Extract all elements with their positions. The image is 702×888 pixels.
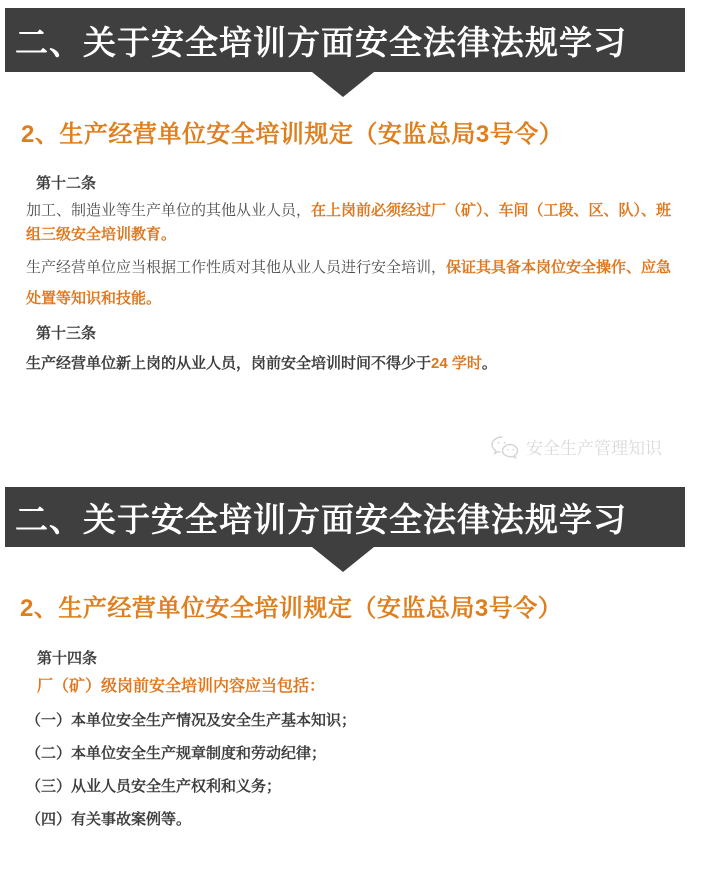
list-item-3: （三）从业人员安全生产权利和义务； <box>26 778 282 795</box>
slide2-banner-title: 二、关于安全培训方面安全法律法规学习 <box>15 500 627 538</box>
article-12-label: 第十二条 <box>36 175 97 192</box>
list-item-4: （四）有关事故案例等。 <box>26 811 192 828</box>
watermark-label: 安全生产管理知识 <box>526 439 662 458</box>
article-13-paragraph: 生产经营单位新上岗的从业人员，岗前安全培训时间不得少于24 学时。 <box>26 355 497 372</box>
list-item-1: （一）本单位安全生产情况及安全生产基本知识； <box>26 712 357 729</box>
article-12-paragraph-1: 加工、制造业等生产单位的其他从业人员，在上岗前必须经过厂（矿）、车间（工段、区、队）、班组三级安全培训教育。 <box>26 202 672 243</box>
slide1-banner-title: 二、关于安全培训方面安全法律法规学习 <box>15 23 627 61</box>
slide2-section-heading: 2、生产经营单位安全培训规定（安监总局3号令） <box>20 595 563 622</box>
slide1-section-heading: 2、生产经营单位安全培训规定（安监总局3号令） <box>21 121 564 148</box>
article-14-label: 第十四条 <box>37 650 98 667</box>
article-12-paragraph-2: 生产经营单位应当根据工作性质对其他从业人员进行安全培训，保证其具备本岗位安全操作、应急处置等知识和技能。 <box>26 259 672 307</box>
list-item-2: （二）本单位安全生产规章制度和劳动纪律； <box>26 745 327 762</box>
banner-pointer-down-icon <box>312 547 374 572</box>
article-13-label: 第十三条 <box>36 325 97 342</box>
slide1-banner <box>5 8 685 72</box>
banner-pointer-down-icon <box>312 72 374 97</box>
slide2-banner <box>5 487 685 547</box>
wechat-icon <box>490 435 520 459</box>
article-14-intro: 厂（矿）级岗前安全培训内容应当包括： <box>37 678 326 695</box>
watermark <box>490 434 662 459</box>
